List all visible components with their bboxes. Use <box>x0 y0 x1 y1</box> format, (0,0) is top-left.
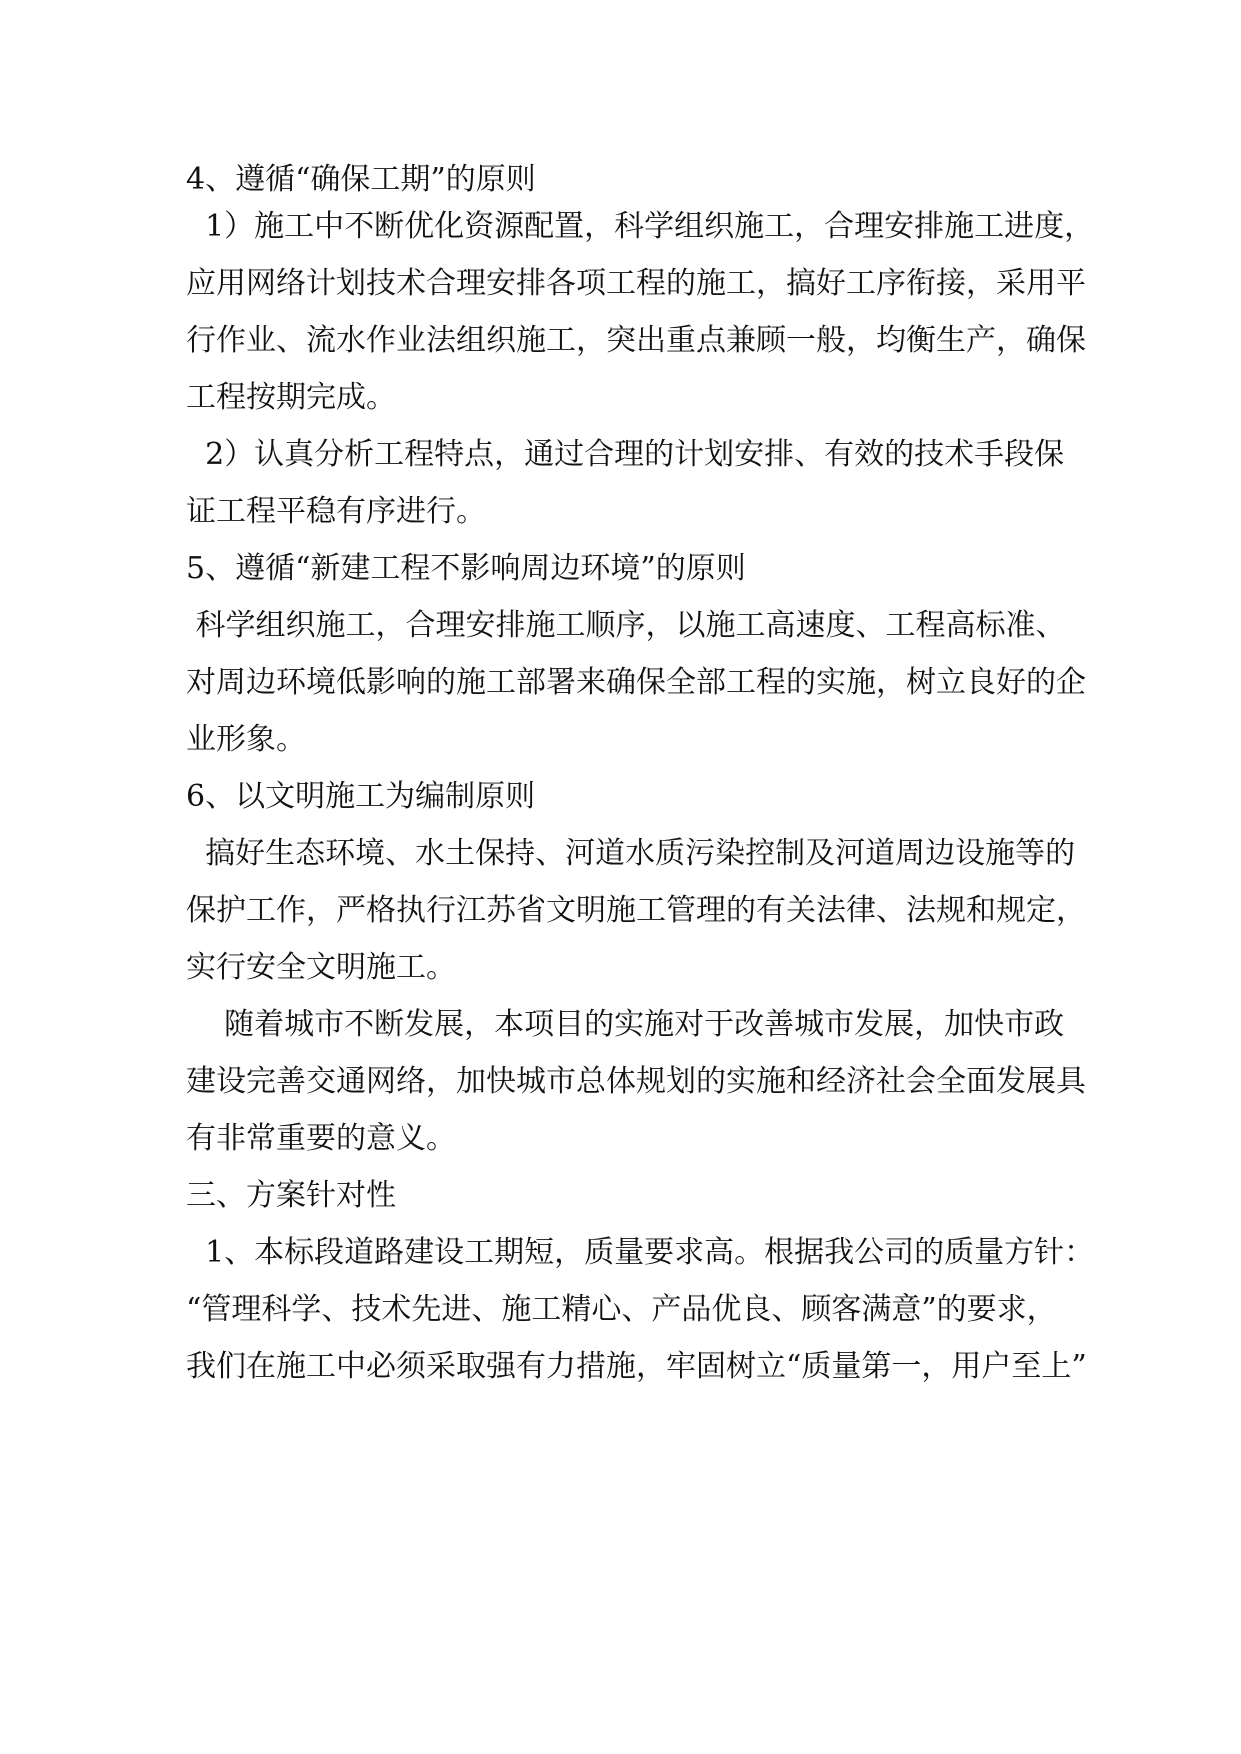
paragraph-line: 1、本标段道路建设工期短，质量要求高。根据我公司的质量方针： <box>186 1235 1095 1270</box>
paragraph-line: 实行安全文明施工。 <box>186 950 456 985</box>
paragraph-line: 2）认真分析工程特点，通过合理的计划安排、有效的技术手段保 <box>186 437 1065 472</box>
paragraph-line: 建设完善交通网络，加快城市总体规划的实施和经济社会全面发展具 <box>186 1064 1086 1099</box>
paragraph-line: “管理科学、技术先进、施工精心、产品优良、顾客满意”的要求， <box>186 1292 1057 1327</box>
paragraph-line: 对周边环境低影响的施工部署来确保全部工程的实施，树立良好的企 <box>186 665 1086 700</box>
paragraph-line: 有非常重要的意义。 <box>186 1121 456 1156</box>
paragraph-line: 搞好生态环境、水土保持、河道水质污染控制及河道周边设施等的 <box>186 836 1076 871</box>
paragraph-line: 保护工作，严格执行江苏省文明施工管理的有关法律、法规和规定， <box>186 893 1086 928</box>
heading-ensure-schedule: 4、遵循“确保工期”的原则 <box>186 162 536 197</box>
paragraph-line: 行作业、流水作业法组织施工，突出重点兼顾一般，均衡生产，确保 <box>186 323 1086 358</box>
heading-environment: 5、遵循“新建工程不影响周边环境”的原则 <box>186 551 746 586</box>
heading-civilized-construction: 6、以文明施工为编制原则 <box>186 779 536 814</box>
paragraph-line: 业形象。 <box>186 722 306 757</box>
paragraph-line: 工程按期完成。 <box>186 380 396 415</box>
section-heading-plan-pertinence: 三、方案针对性 <box>186 1178 396 1213</box>
paragraph-line: 应用网络计划技术合理安排各项工程的施工，搞好工序衔接，采用平 <box>186 266 1086 301</box>
paragraph-line: 证工程平稳有序进行。 <box>186 494 486 529</box>
paragraph-line: 随着城市不断发展，本项目的实施对于改善城市发展，加快市政 <box>186 1007 1065 1042</box>
paragraph-line: 1）施工中不断优化资源配置，科学组织施工，合理安排施工进度， <box>186 209 1095 244</box>
paragraph-line: 科学组织施工，合理安排施工顺序，以施工高速度、工程高标准、 <box>186 608 1066 643</box>
paragraph-line: 我们在施工中必须采取强有力措施，牢固树立“质量第一，用户至上” <box>186 1349 1087 1384</box>
